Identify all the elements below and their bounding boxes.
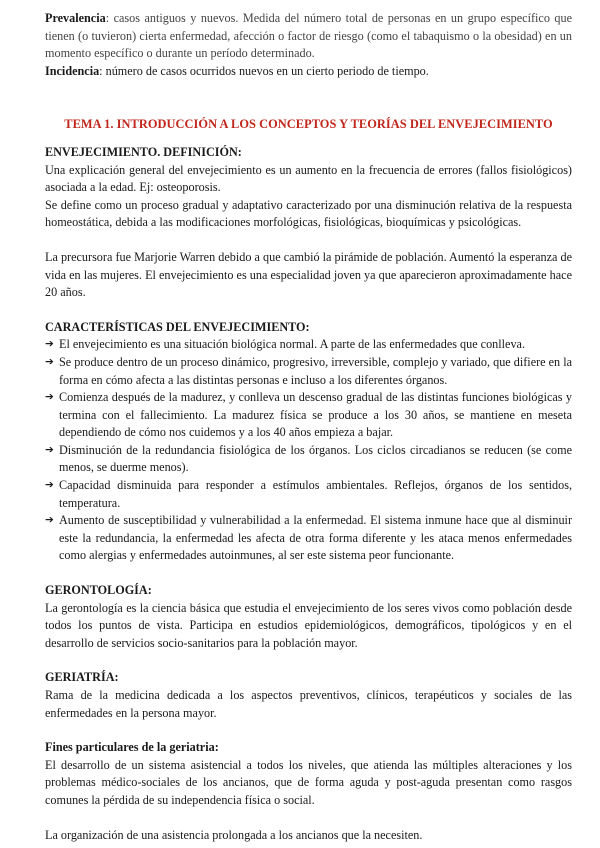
definicion-heading: ENVEJECIMIENTO. DEFINICIÓN: xyxy=(45,144,242,159)
prevalencia-paragraph xyxy=(45,10,572,63)
gerontologia-heading: GERONTOLOGÍA: xyxy=(45,583,152,598)
fines-paragraph-1: El desarrollo de un sistema asistencial a todos los niveles, que atienda las múltiples alteraciones y los problemas médico-sociales de los ancianos, que de forma aguda y post-aguda presentan como rasgos comunes la pérdida de su independencia física o social. xyxy=(45,757,572,807)
list-item xyxy=(45,354,572,389)
arrow-icon: ➔ xyxy=(45,479,54,492)
fines-heading: Fines particulares de la geriatria: xyxy=(45,740,219,755)
list-item xyxy=(45,442,572,477)
list-item xyxy=(45,389,572,442)
incidencia-text: : número de casos ocurridos nuevos en un cierto periodo de tiempo. xyxy=(99,63,429,78)
incidencia-paragraph xyxy=(45,63,572,81)
definicion-paragraph-3: La precursora fue Marjorie Warren debido a que cambió la pirámide de población. Aumentó la esperanza de vida en las mujeres. El envejecimiento es una especialidad joven ya que aparecieron aproximadamente hace 20 años. xyxy=(45,249,572,300)
tema-title: TEMA 1. INTRODUCCIÓN A LOS CONCEPTOS Y TEORÍAS DEL ENVEJECIMIENTO xyxy=(64,117,553,132)
definicion-paragraph-1: Una explicación general del envejecimiento es un aumento en la frecuencia de errores (fallos fisiológicos) asociada a la edad. Ej: osteoporosis. xyxy=(45,162,572,195)
caracteristicas-heading: CARACTERÍSTICAS DEL ENVEJECIMIENTO: xyxy=(45,319,310,334)
caracteristicas-list xyxy=(45,336,572,565)
definicion-paragraph-2: Se define como un proceso gradual y adaptativo caracterizado por una disminución relativa de la respuesta homeostática, debida a las modificaciones morfológicas, fisiológicas, bioquímicas y psicológicas. xyxy=(45,197,572,230)
arrow-icon: ➔ xyxy=(45,391,54,404)
geriatria-heading: GERIATRÍA: xyxy=(45,670,119,685)
geriatria-paragraph: Rama de la medicina dedicada a los aspectos preventivos, clínicos, terapéuticos y sociales de las enfermedades en la persona mayor. xyxy=(45,688,572,720)
incidencia-term: Incidencia xyxy=(45,63,100,78)
prevalencia-text: : casos antiguos y nuevos. Medida del número total de personas en un grupo específico que tienen (o tuvieron) cierta enfermedad, afección o factor de riesgo (como el tabaquismo o la obesidad) en un momento específico o durante un período determinado. xyxy=(45,11,572,61)
gerontologia-paragraph: La gerontología es la ciencia básica que estudia el envejecimiento de los seres vivos como población desde todos los puntos de vista. Participa en estudios epidemiológicos, demográficos, tipológicos y en el desarrollo de servicios socio-sanitarios para la población mayor. xyxy=(45,600,572,650)
list-item xyxy=(45,477,572,512)
document-page xyxy=(45,10,572,844)
list-item-text: Capacidad disminuida para responder a estímulos ambientales. Reflejos, órganos de los sentidos, temperatura. xyxy=(59,478,572,510)
list-item-text: Se produce dentro de un proceso dinámico, progresivo, irreversible, complejo y variado, que difiere en la forma en cómo afecta a las distintas personas e incluso a los diferentes órganos. xyxy=(59,354,572,387)
list-item-text: Disminución de la redundancia fisiológica de los órganos. Los ciclos circadianos se reducen (se come menos, se duerme menos). xyxy=(59,442,572,475)
list-item xyxy=(45,336,572,354)
prevalencia-term: Prevalencia xyxy=(45,11,106,25)
list-item-text: Comienza después de la madurez, y conlleva un descenso gradual de las distintas funciones biológicas y termina con el fallecimiento. La madurez física se produce a los 30 años, se mantiene en meseta dependiendo de cómo nos cuidemos y a los 40 años empieza a bajar. xyxy=(59,390,572,440)
arrow-icon: ➔ xyxy=(45,338,54,351)
arrow-icon: ➔ xyxy=(45,514,54,527)
arrow-icon: ➔ xyxy=(45,443,54,456)
fines-paragraph-2: La organización de una asistencia prolongada a los ancianos que la necesiten. xyxy=(45,827,423,842)
list-item-text: El envejecimiento es una situación biológica normal. A parte de las enfermedades que conlleva. xyxy=(59,337,526,352)
arrow-icon: ➔ xyxy=(45,355,54,368)
list-item xyxy=(45,512,572,565)
list-item-text: Aumento de susceptibilidad y vulnerabilidad a la enfermedad. El sistema inmune hace que al disminuir este la redundancia, la enfermedad les afecta de otra forma diferente y les ataca menos enfermedades como alergias y enfermedades autoinmunes, al ser este sistema peor funcionante. xyxy=(59,513,572,563)
